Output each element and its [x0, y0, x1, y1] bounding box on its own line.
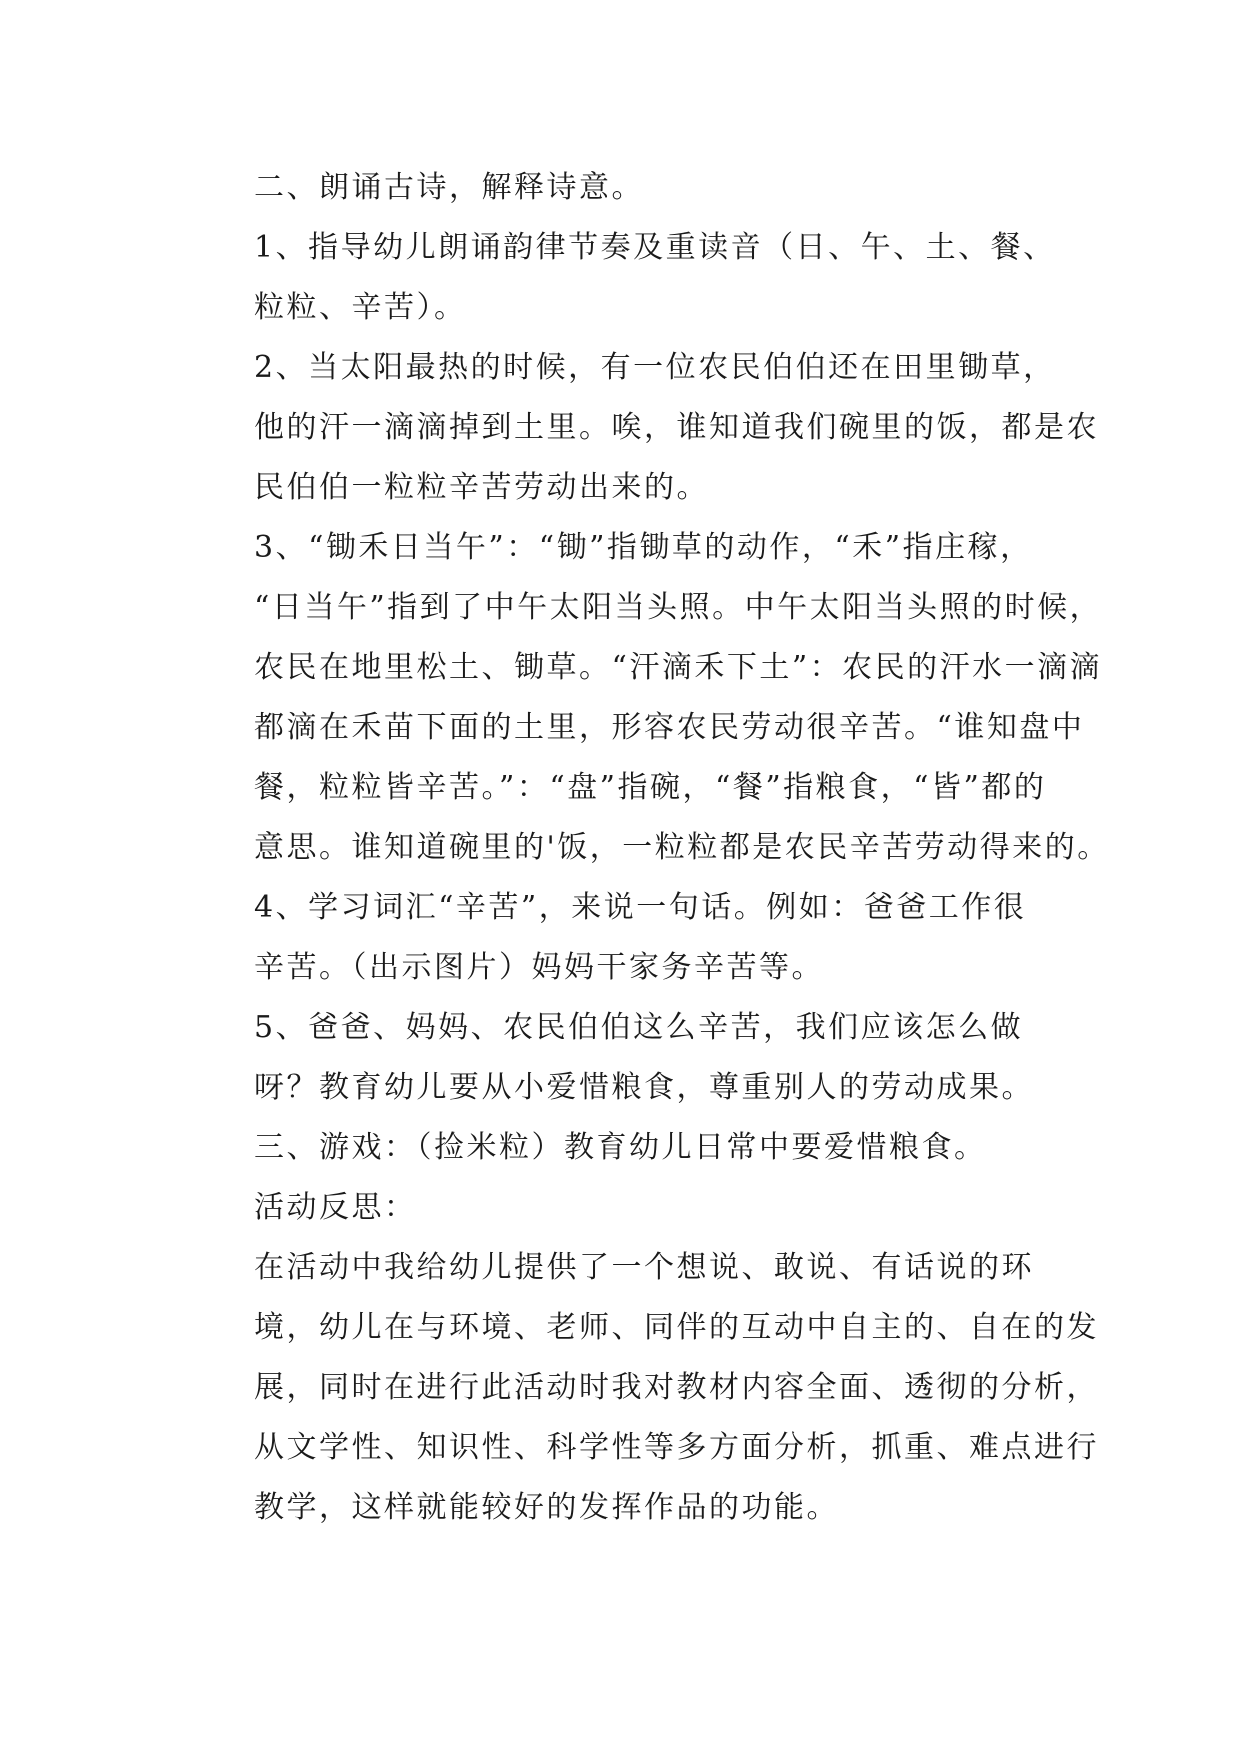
text-line: 2、当太阳最热的时候，有一位农民伯伯还在田里锄草，: [254, 350, 1056, 385]
text-line: 境，幼儿在与环境、老师、同伴的互动中自主的、自在的发: [254, 1310, 1099, 1345]
text-line: 呀？教育幼儿要从小爱惜粮食，尊重别人的劳动成果。: [254, 1070, 1034, 1105]
text-line: 4、学习词汇“辛苦”，来说一句话。例如：爸爸工作很: [254, 890, 1027, 925]
text-line: 1、指导幼儿朗诵韵律节奏及重读音（日、午、土、餐、: [254, 230, 1056, 265]
paragraph-step-2: [190, 338, 1099, 518]
text-line: 辛苦。（出示图片）妈妈干家务辛苦等。: [254, 950, 824, 985]
text-line: “日当午”指到了中午太阳当头照。中午太阳当头照的时候，: [254, 590, 1103, 625]
paragraph-reflection-body: [190, 1238, 1099, 1538]
paragraph-step-3: [190, 518, 1110, 878]
paragraph-section-three-game: [190, 1118, 1090, 1178]
document-body: [190, 158, 1110, 1538]
text-line: 展，同时在进行此活动时我对教材内容全面、透彻的分析，: [254, 1370, 1099, 1405]
text-line: 粒粒、辛苦）。: [254, 290, 467, 325]
paragraph-section-two-heading: [190, 158, 1090, 218]
text-line: 3、“锄禾日当午”：“锄”指锄草的动作，“禾”指庄稼，: [254, 530, 1033, 565]
text-line: 5、爸爸、妈妈、农民伯伯这么辛苦，我们应该怎么做: [254, 1010, 1024, 1045]
paragraph-step-4: [190, 878, 1090, 998]
text-line: 农民在地里松土、锄草。“汗滴禾下土”：农民的汗水一滴滴: [254, 650, 1103, 685]
text-line: 三、游戏：（捡米粒）教育幼儿日常中要爱惜粮食。: [254, 1130, 987, 1165]
text-line: 教学，这样就能较好的发挥作品的功能。: [254, 1490, 839, 1525]
text-line: 活动反思：: [254, 1190, 417, 1225]
text-line: 在活动中我给幼儿提供了一个想说、敢说、有话说的环: [254, 1250, 1034, 1285]
text-line: 意思。谁知道碗里的'饭，一粒粒都是农民辛苦劳动得来的。: [254, 830, 1110, 865]
text-line: 餐，粒粒皆辛苦。”：“盘”指碗，“餐”指粮食，“皆”都的: [254, 770, 1047, 805]
text-line: 他的汗一滴滴掉到土里。唉，谁知道我们碗里的饭，都是农: [254, 410, 1099, 445]
paragraph-step-1: [190, 218, 1090, 338]
text-line: 民伯伯一粒粒辛苦劳动出来的。: [254, 470, 709, 505]
text-line: 从文学性、知识性、科学性等多方面分析，抓重、难点进行: [254, 1430, 1099, 1465]
paragraph-step-5: [190, 998, 1090, 1118]
text-line: 二、朗诵古诗，解释诗意。: [254, 170, 644, 205]
paragraph-reflection-heading: [190, 1178, 1090, 1238]
text-line: 都滴在禾苗下面的土里，形容农民劳动很辛苦。“谁知盘中: [254, 710, 1085, 745]
